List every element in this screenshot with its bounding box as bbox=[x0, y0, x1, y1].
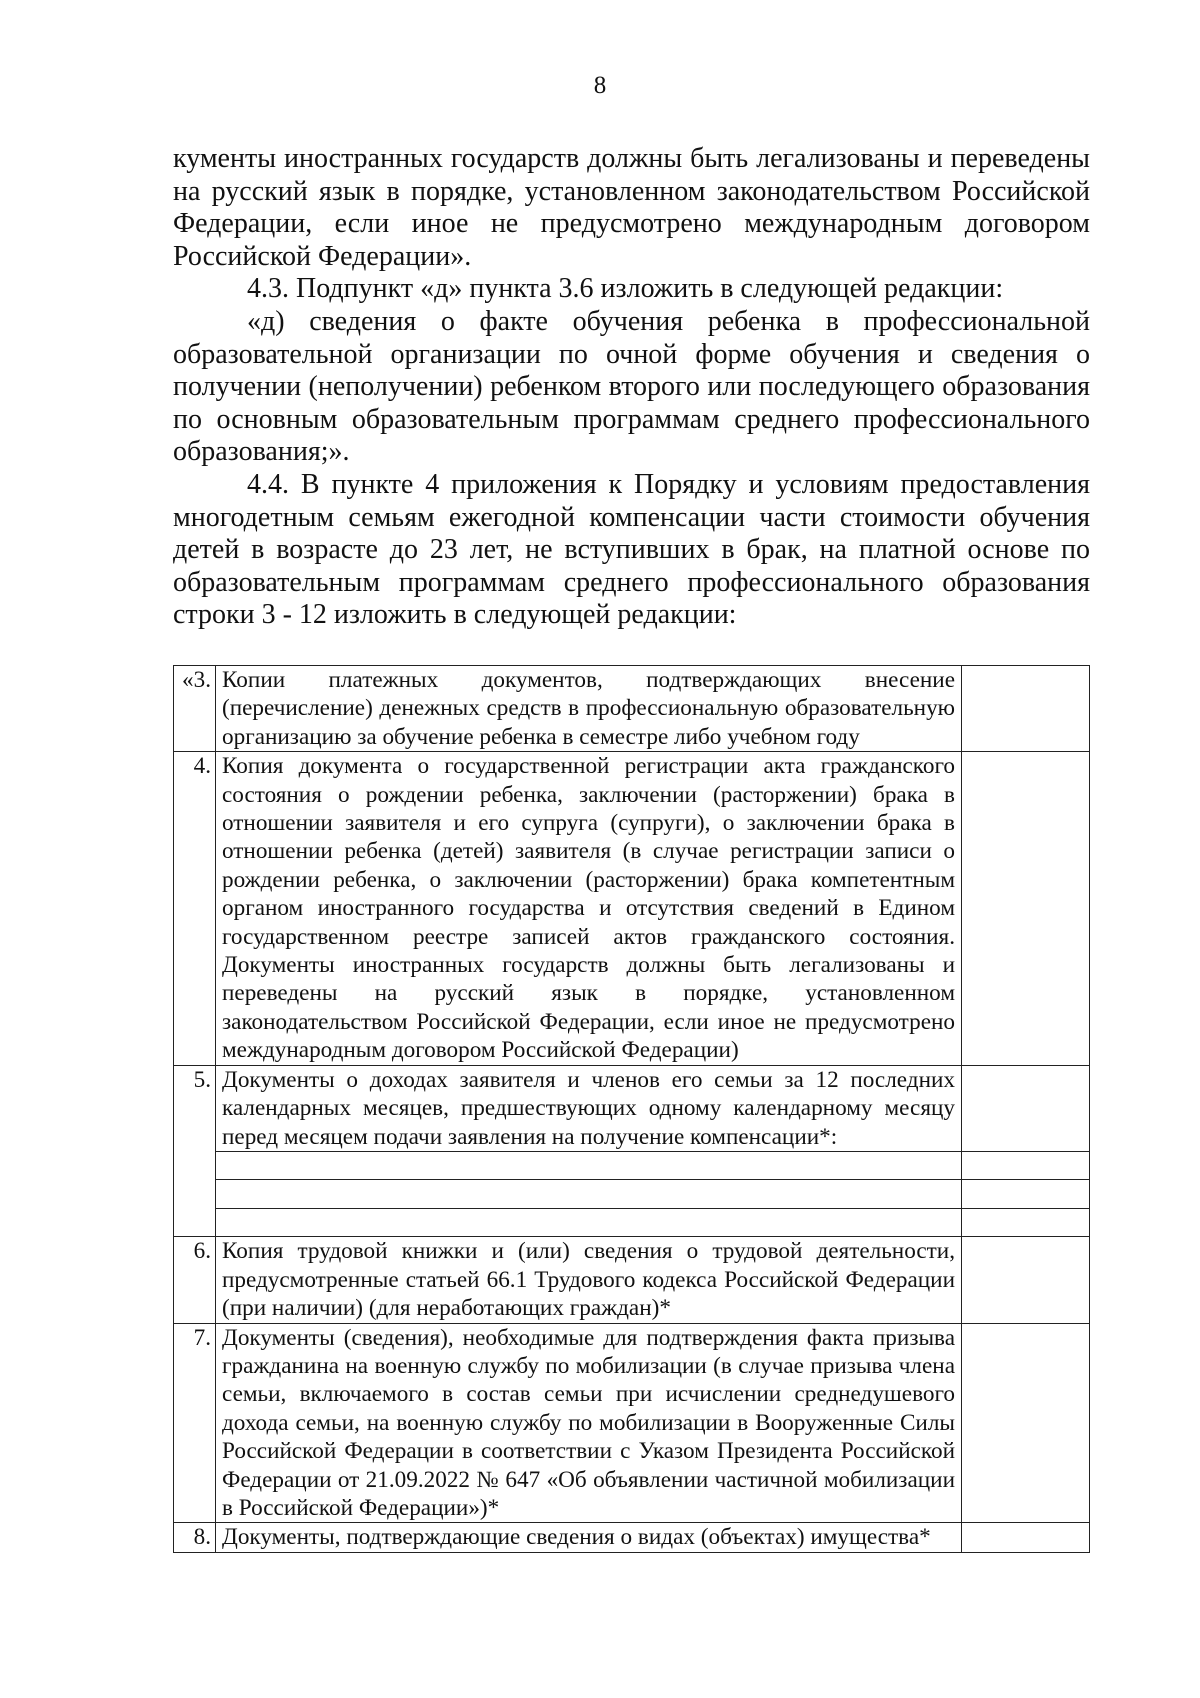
table-subrow bbox=[174, 1180, 1090, 1209]
row-number: 4. bbox=[174, 752, 216, 1065]
table-row bbox=[174, 752, 1090, 1065]
row-text: Документы, подтверждающие сведения о видах (объектах) имущества* bbox=[216, 1523, 962, 1552]
row-empty-cell bbox=[962, 1323, 1090, 1523]
body-text bbox=[173, 143, 1090, 632]
paragraph-item-4-4: 4.4. В пункте 4 приложения к Порядку и условиям предоставления многодетным семьям ежегодной компенсации части стоимости обучения детей в возрасте до 23 лет, не вступивших в брак, на платной основе по образовательным программам среднего профессионального образования строки 3 - 12 изложить в следующей редакции: bbox=[173, 468, 1090, 631]
table-row bbox=[174, 1237, 1090, 1323]
row-text: Документы (сведения), необходимые для подтверждения факта призыва гражданина на военную службу по мобилизации (в случае призыва члена семьи, включаемого в состав семьи при исчислении среднедушевого дохода семьи, на военную службу по мобилизации в Вооруженные Силы Российской Федерации в соответствии с Указом Президента Российской Федерации от 21.09.2022 № 647 «Об объявлении частичной мобилизации в Российской Федерации»)* bbox=[216, 1323, 962, 1523]
table-row bbox=[174, 666, 1090, 752]
table-row bbox=[174, 1523, 1090, 1552]
row-text: Документы о доходах заявителя и членов его семьи за 12 последних календарных месяцев, предшествующих одному календарному месяцу перед месяцем подачи заявления на получение компенсации*: bbox=[216, 1065, 962, 1151]
table-subrow bbox=[174, 1208, 1090, 1237]
row-number: 8. bbox=[174, 1523, 216, 1552]
subrow-empty-cell bbox=[216, 1208, 962, 1237]
table-subrow bbox=[174, 1151, 1090, 1180]
row-empty-cell bbox=[962, 752, 1090, 1065]
row-empty-cell bbox=[962, 1065, 1090, 1151]
row-text: Копии платежных документов, подтверждающих внесение (перечисление) денежных средств в профессиональную образовательную организацию за обучение ребенка в семестре либо учебном году bbox=[216, 666, 962, 752]
row-empty-cell bbox=[962, 1523, 1090, 1552]
row-number: «3. bbox=[174, 666, 216, 752]
documents-table bbox=[173, 665, 1090, 1553]
subrow-empty-cell bbox=[962, 1180, 1090, 1209]
paragraph-continuation: кументы иностранных государств должны быть легализованы и переведены на русский язык в порядке, установленном законодательством Российской Федерации, если иное не предусмотрено международным договором Российской Федерации». bbox=[173, 143, 1090, 272]
row-number: 6. bbox=[174, 1237, 216, 1323]
row-text: Копия трудовой книжки и (или) сведения о трудовой деятельности, предусмотренные статьей 66.1 Трудового кодекса Российской Федерации (при наличии) (для неработающих граждан)* bbox=[216, 1237, 962, 1323]
subrow-empty-cell bbox=[962, 1208, 1090, 1237]
subrow-empty-cell bbox=[962, 1151, 1090, 1180]
paragraph-item-4-3: 4.3. Подпункт «д» пункта 3.6 изложить в следующей редакции: bbox=[247, 273, 1004, 305]
row-empty-cell bbox=[962, 666, 1090, 752]
row-text: Копия документа о государственной регистрации акта гражданского состояния о рождении ребенка, заключении (расторжении) брака в отношении заявителя и его супруга (супруги), о заключении брака в отношении ребенка (детей) заявителя (в случае регистрации записи о рождении ребенка, о заключении (расторжении) брака компетентным органом иностранного государства и отсутствия сведений в Едином государственном реестре записей актов гражданского состояния. Документы иностранных государств должны быть легализованы и переведены на русский язык в порядке, установленном законодательством Российской Федерации, если иное не предусмотрено международным договором Российской Федерации) bbox=[216, 752, 962, 1065]
paragraph-subitem-d: «д) сведения о факте обучения ребенка в профессиональной образовательной организации по очной форме обучения и сведения о получении (неполучении) ребенком второго или последующего образования по основным образовательным программам среднего профессионального образования;». bbox=[173, 305, 1090, 468]
table-row bbox=[174, 1323, 1090, 1523]
subrow-empty-cell bbox=[216, 1180, 962, 1209]
row-number: 7. bbox=[174, 1323, 216, 1523]
page-number: 8 bbox=[593, 72, 607, 99]
row-empty-cell bbox=[962, 1237, 1090, 1323]
row-number: 5. bbox=[174, 1065, 216, 1237]
table-row bbox=[174, 1065, 1090, 1151]
subrow-empty-cell bbox=[216, 1151, 962, 1180]
